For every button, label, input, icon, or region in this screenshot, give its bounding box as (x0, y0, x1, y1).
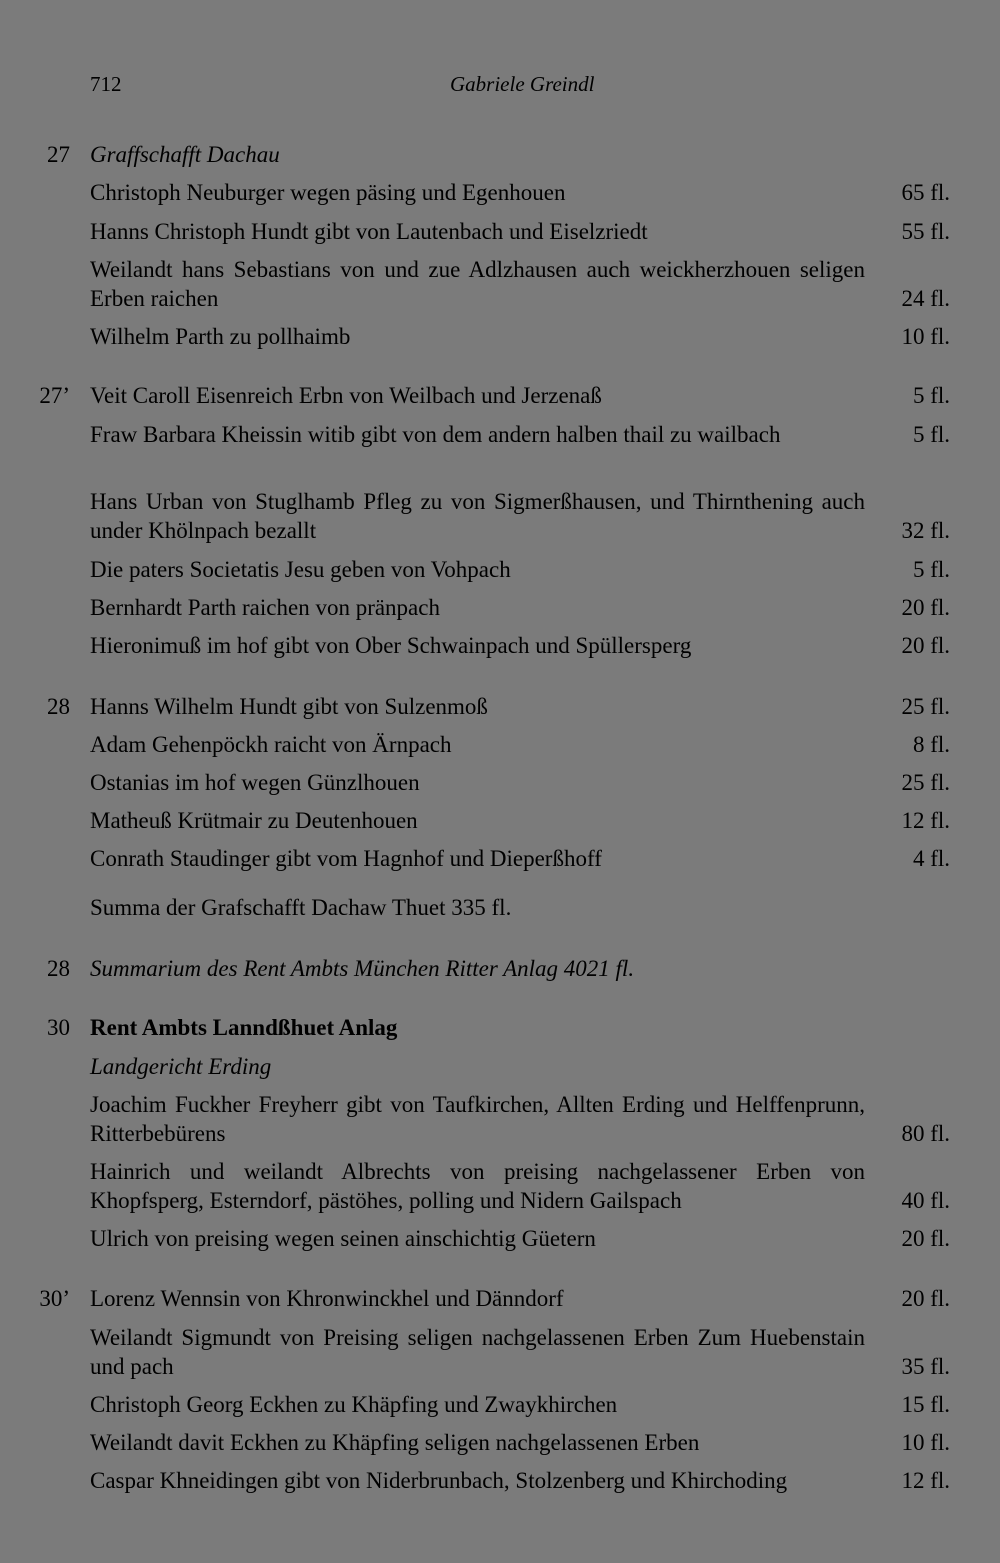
amount: 25 fl. (901, 770, 950, 795)
page-number: 712 (90, 72, 122, 96)
amount: 15 fl. (901, 1392, 950, 1417)
summa-line: Summa der Grafschafft Dachaw Thuet 335 fl. (90, 895, 512, 920)
list-item: Hans Urban von Stuglhamb Pfleg zu von Sigmerßhausen, und Thirnthening auch under Khölnpach bezallt 32 fl. (90, 489, 950, 543)
amount: 12 fl. (901, 808, 950, 833)
amount: 35 fl. (901, 1354, 950, 1379)
list-item: Weilandt davit Eckhen zu Khäpfing seligen nachgelassenen Erben 10 fl. (90, 1430, 950, 1455)
section-number: 27 (47, 142, 70, 167)
list-item: Fraw Barbara Kheissin witib gibt von dem andern halben thail zu wailbach 5 fl. (90, 422, 950, 447)
amount: 20 fl. (901, 1286, 950, 1311)
amount: 20 fl. (901, 633, 950, 658)
amount: 24 fl. (901, 286, 950, 311)
list-item: Weilandt hans Sebastians von und zue Adlzhausen auch weickherzhouen seligen Erben raichen 24 fl. (90, 257, 950, 311)
amount: 65 fl. (901, 180, 950, 205)
list-item: Ulrich von preising wegen seinen ainschichtig Güetern 20 fl. (90, 1226, 950, 1251)
list-item: Lorenz Wennsin von Khronwinckhel und Dänndorf 20 fl. (90, 1286, 950, 1311)
list-item: Veit Caroll Eisenreich Erbn von Weilbach und Jerzenaß 5 fl. (90, 383, 950, 408)
list-item: Hanns Wilhelm Hundt gibt von Sulzenmoß 25 fl. (90, 694, 950, 719)
list-item: Die paters Societatis Jesu geben von Vohpach 5 fl. (90, 557, 950, 582)
list-item: Conrath Staudinger gibt vom Hagnhof und Dieperßhoff 4 fl. (90, 846, 950, 871)
amount: 80 fl. (901, 1121, 950, 1146)
amount: 12 fl. (901, 1468, 950, 1493)
amount: 20 fl. (901, 1226, 950, 1251)
amount: 5 fl. (912, 422, 950, 447)
list-item: Hanns Christoph Hundt gibt von Lautenbach und Eiselzriedt 55 fl. (90, 219, 950, 244)
section-number: 30’ (39, 1286, 70, 1311)
list-item: Joachim Fuckher Freyherr gibt von Taufkirchen, Allten Erding und Helffenprunn, Ritterbebürens 80 fl. (90, 1092, 950, 1146)
section-number: 28 (47, 956, 70, 981)
amount: 10 fl. (901, 324, 950, 349)
amount: 5 fl. (912, 383, 950, 408)
list-item: Hieronimuß im hof gibt von Ober Schwainpach und Spüllersperg 20 fl. (90, 633, 950, 658)
section-number: 28 (47, 694, 70, 719)
section-heading: Graffschafft Dachau (90, 142, 280, 167)
amount: 40 fl. (901, 1188, 950, 1213)
amount: 32 fl. (901, 518, 950, 543)
list-item: Matheuß Krütmair zu Deutenhouen 12 fl. (90, 808, 950, 833)
amount: 5 fl. (912, 557, 950, 582)
list-item: Wilhelm Parth zu pollhaimb 10 fl. (90, 324, 950, 349)
list-item: Bernhardt Parth raichen von pränpach 20 fl. (90, 595, 950, 620)
list-item: Christoph Neuburger wegen päsing und Egenhouen 65 fl. (90, 180, 950, 205)
running-header-author: Gabriele Greindl (450, 72, 595, 96)
section-subheading: Landgericht Erding (90, 1054, 272, 1079)
summarium-heading: Summarium des Rent Ambts München Ritter Anlag 4021 fl. (90, 956, 635, 981)
section-number: 30 (47, 1015, 70, 1040)
amount: 8 fl. (912, 732, 950, 757)
list-item: Ostanias im hof wegen Günzlhouen 25 fl. (90, 770, 950, 795)
list-item: Weilandt Sigmundt von Preising seligen nachgelassenen Erben Zum Huebenstain und pach 35 fl. (90, 1325, 950, 1379)
amount: 55 fl. (901, 219, 950, 244)
amount: 4 fl. (912, 846, 950, 871)
amount: 25 fl. (901, 694, 950, 719)
list-item: Christoph Georg Eckhen zu Khäpfing und Zwaykhirchen 15 fl. (90, 1392, 950, 1417)
section-heading: Rent Ambts Lanndßhuet Anlag (90, 1015, 398, 1040)
section-number: 27’ (39, 383, 70, 408)
amount: 20 fl. (901, 595, 950, 620)
list-item: Caspar Khneidingen gibt von Niderbrunbach, Stolzenberg und Khirchoding 12 fl. (90, 1468, 950, 1493)
amount: 10 fl. (901, 1430, 950, 1455)
list-item: Adam Gehenpöckh raicht von Ärnpach 8 fl. (90, 732, 950, 757)
list-item: Hainrich und weilandt Albrechts von preising nachgelassener Erben von Khopfsperg, Esterndorf, pästöhes, polling und Nidern Gailspach 40 fl. (90, 1159, 950, 1213)
